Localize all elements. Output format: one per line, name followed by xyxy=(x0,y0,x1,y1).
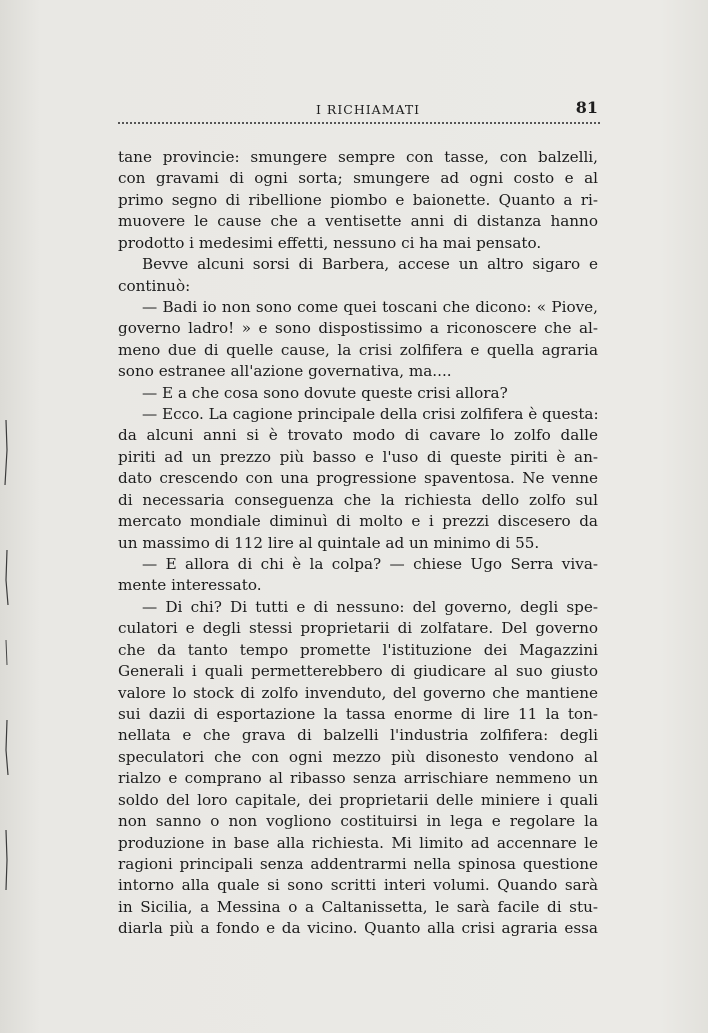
text-line: valore lo stock di zolfo invenduto, del governo che mantiene xyxy=(118,683,598,702)
text-line: piriti ad un prezzo più basso e l'uso di queste piriti è an- xyxy=(118,447,598,466)
text-line: intorno alla quale si sono scritti interi volumi. Quando sarà xyxy=(118,876,598,895)
body-text xyxy=(118,147,598,940)
text-line: un massimo di 112 lire al quintale ad un minimo di 55. xyxy=(118,533,540,552)
text-line: di necessaria conseguenza che la richiesta dello zolfo sul xyxy=(118,490,598,509)
text-line: in Sicilia, a Messina o a Caltanissetta, le sarà facile di stu- xyxy=(118,897,598,916)
text-line: tane provincie: smungere sempre con tasse, con balzelli, xyxy=(118,148,598,166)
text-line: — E allora di chi è la colpa? — chiese Ugo Serra viva- xyxy=(142,555,598,574)
text-line: — Badi io non sono come quei toscani che dicono: « Piove, xyxy=(142,297,598,316)
text-line: mente interessato. xyxy=(118,576,262,595)
text-line: diarla più a fondo e da vicino. Quanto alla crisi agraria essa xyxy=(118,919,598,938)
text-line: produzione in base alla richiesta. Mi limito ad accennare le xyxy=(118,833,598,852)
text-line: primo segno di ribellione piombo e baionette. Quanto a ri- xyxy=(118,190,598,209)
text-line: ragioni principali senza addentrarmi nella spinosa questione xyxy=(118,854,598,873)
text-line: che da tanto tempo promette l'istituzione dei Magazzini xyxy=(118,640,598,659)
text-line: governo ladro! » e sono dispostissimo a riconoscere che al- xyxy=(118,319,598,338)
page-number: 81 xyxy=(575,98,598,117)
text-line: dato crescendo con una progressione spaventosa. Ne venne xyxy=(118,469,598,488)
text-line: speculatori che con ogni mezzo più disonesto vendono al xyxy=(118,747,598,766)
text-line: continuò: xyxy=(118,276,191,295)
running-head xyxy=(118,98,598,120)
text-line: culatori e degli stessi proprietarii di zolfatare. Del governo xyxy=(118,619,598,638)
text-line: meno due di quelle cause, la crisi zolfifera e quella agraria xyxy=(118,340,598,359)
text-line: rialzo e comprano al ribasso senza arrischiare nemmeno un xyxy=(118,769,598,788)
text-line: Generali i quali permetterebbero di giudicare al suo giusto xyxy=(118,662,598,681)
running-title: I RICHIAMATI xyxy=(316,102,421,117)
text-line: muovere le cause che a ventisette anni di distanza hanno xyxy=(118,212,598,231)
text-line: — Di chi? Di tutti e di nessuno: del governo, degli spe- xyxy=(142,597,598,616)
page-edge-marks xyxy=(0,390,10,910)
text-line: — E a che cosa sono dovute queste crisi allora? xyxy=(142,383,508,402)
text-line: sui dazii di esportazione la tassa enorme di lire 11 la ton- xyxy=(118,704,598,723)
text-line: da alcuni anni si è trovato modo di cavare lo zolfo dalle xyxy=(118,426,598,445)
text-line: prodotto i medesimi effetti, nessuno ci ha mai pensato. xyxy=(118,233,542,252)
text-line: non sanno o non vogliono costituirsi in lega e regolare la xyxy=(118,812,598,831)
text-line: con gravami di ogni sorta; smungere ad ogni costo e al xyxy=(118,169,598,188)
text-line: soldo del loro capitale, dei proprietarii delle miniere i quali xyxy=(118,790,598,809)
text-line: sono estranee all'azione governativa, ma.... xyxy=(118,362,452,381)
header-rule xyxy=(118,122,600,124)
text-line: mercato mondiale diminuì di molto e i prezzi discesero da xyxy=(118,512,598,531)
text-line: nellata e che grava di balzelli l'industria zolfifera: degli xyxy=(118,726,598,745)
text-line: Bevve alcuni sorsi di Barbera, accese un altro sigaro e xyxy=(142,255,598,274)
text-line: — Ecco. La cagione principale della crisi zolfifera è questa: xyxy=(142,405,599,424)
